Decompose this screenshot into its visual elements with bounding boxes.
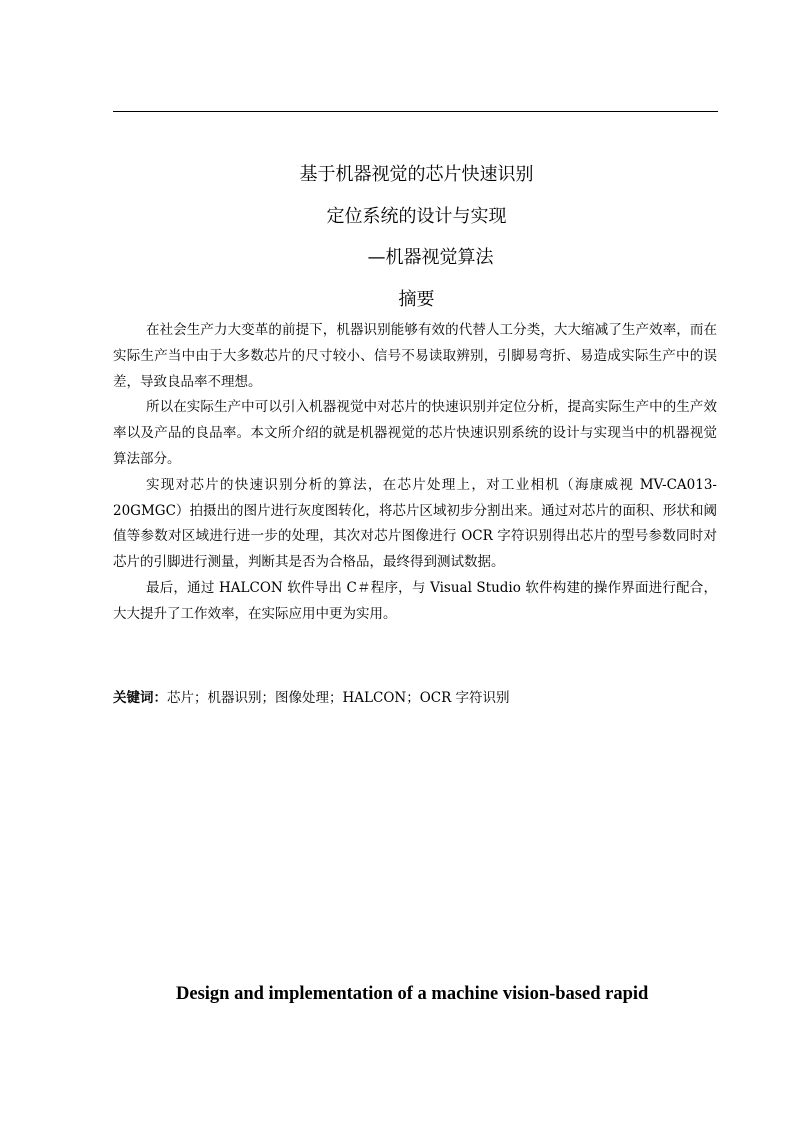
english-title: Design and implementation of a machine vision-based rapid (176, 984, 649, 1004)
abstract-body (113, 318, 717, 628)
keywords (113, 686, 717, 710)
abstract-paragraph-2: 所以在实际生产中可以引入机器视觉中对芯片的快速识别并定位分析，提高实际生产中的生产效率以及产品的良品率。本文所介绍的就是机器视觉的芯片快速识别系统的设计与实现当中的机器视觉算法部分。 (113, 399, 717, 467)
abstract-paragraph-1: 在社会生产力大变革的前提下，机器识别能够有效的代替人工分类，大大缩减了生产效率，而在实际生产当中由于大多数芯片的尺寸较小、信号不易读取辨别，引脚易弯折、易造成实际生产中的误差，导致良品率不理想。 (113, 322, 717, 390)
title-line-1: 基于机器视觉的芯片快速识别 (299, 164, 534, 185)
title-line-2: 定位系统的设计与实现 (326, 206, 507, 227)
header-rule (113, 111, 718, 112)
keywords-label: 关键词： (113, 690, 167, 706)
abstract-paragraph-3: 实现对芯片的快速识别分析的算法，在芯片处理上，对工业相机（海康威视 MV-CA013-20GMGC）拍摄出的图片进行灰度图转化，将芯片区域初步分割出来。通过对芯片的面积、形状和阈值等参数对区域进行进一步的处理，其次对芯片图像进行 OCR 字符识别得出芯片的型号参数同时对芯片的引脚进行测量，判断其是否为合格品，最终得到测试数据。 (113, 476, 717, 571)
abstract-heading: 摘要 (398, 289, 435, 310)
keywords-text: 芯片；机器识别；图像处理；HALCON；OCR 字符识别 (167, 690, 510, 706)
title-line-3: —机器视觉算法 (367, 247, 494, 268)
abstract-paragraph-4: 最后，通过 HALCON 软件导出 C＃程序，与 Visual Studio 软件构建的操作界面进行配合，大大提升了工作效率，在实际应用中更为实用。 (113, 579, 717, 622)
